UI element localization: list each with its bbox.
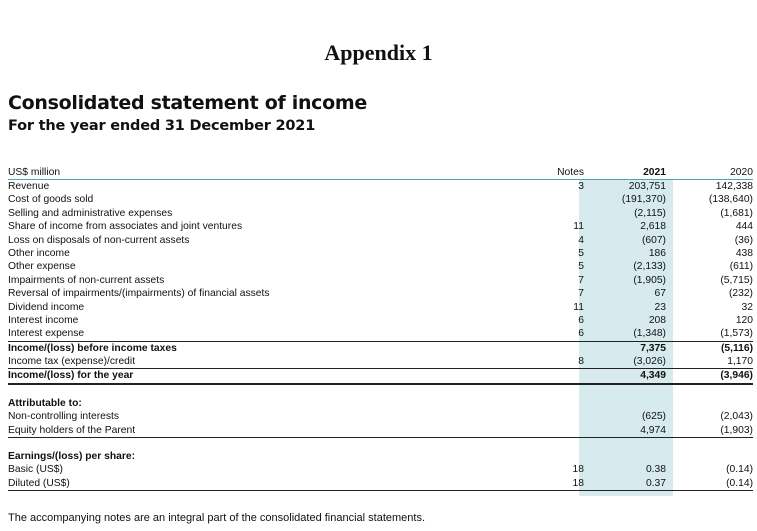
row-notes: 7 [578, 274, 584, 286]
footnote: The accompanying notes are an integral part of the consolidated financial statements. [8, 512, 426, 524]
row-label: Interest income [8, 314, 79, 326]
row-value-2021: (1,348) [633, 328, 666, 340]
row-value-2020: (3,946) [720, 370, 753, 382]
row-label: Cost of goods sold [8, 194, 94, 206]
row-value-2020: (1,573) [720, 328, 753, 340]
header-notes: Notes [557, 167, 584, 178]
row-value-2021: 203,751 [628, 181, 666, 192]
row-value-2020: (0.14) [726, 477, 753, 489]
row-notes: 7 [578, 288, 584, 300]
row-label: Non-controlling interests [8, 411, 120, 423]
row-value-2021: 0.38 [645, 464, 666, 476]
table-row [8, 207, 753, 220]
table-row [8, 274, 753, 287]
row-value-2021: (2,115) [634, 207, 666, 219]
row-notes: 4 [578, 234, 584, 246]
header-2020: 2020 [730, 167, 753, 178]
row-value-2021: 7,375 [640, 342, 666, 354]
row-label: Selling and administrative expenses [8, 207, 173, 219]
row-value-2021: 208 [648, 314, 666, 326]
row-value-2020: (0.14) [726, 464, 753, 476]
row-notes: 5 [578, 261, 584, 273]
table-row [8, 369, 753, 384]
table-row [8, 341, 753, 355]
row-value-2020: (1,681) [720, 207, 753, 219]
table-row [8, 234, 753, 247]
row-label: Diluted (US$) [8, 477, 70, 489]
row-label: Other expense [8, 261, 76, 273]
row-value-2020: (1,903) [720, 424, 753, 436]
table-row [8, 301, 753, 314]
row-label: Other income [8, 247, 70, 259]
row-label: Share of income from associates and joint ventures [8, 221, 243, 233]
row-notes: 18 [572, 464, 584, 476]
row-label: Impairments of non-current assets [8, 274, 165, 286]
table-header [8, 167, 753, 180]
table-row [8, 193, 753, 206]
row-value-2021: 4,349 [640, 370, 666, 382]
row-label: Income tax (expense)/credit [8, 356, 136, 368]
spacer [8, 385, 753, 397]
table-row [8, 220, 753, 233]
row-notes: 8 [578, 356, 584, 368]
row-value-2021: 23 [654, 301, 666, 313]
eps-rows [8, 463, 753, 491]
row-value-2020: 120 [735, 314, 753, 326]
row-value-2021: 4,974 [640, 424, 666, 436]
row-value-2020: 142,338 [715, 181, 753, 192]
row-value-2021: (3,026) [633, 356, 666, 368]
appendix-heading: Appendix 1 [324, 40, 433, 65]
row-label: Loss on disposals of non-current assets [8, 234, 190, 246]
row-value-2020: (138,640) [708, 194, 753, 206]
row-value-2020: 444 [735, 221, 753, 233]
row-value-2020: (5,116) [720, 342, 753, 354]
table-row [8, 327, 753, 340]
row-label: Basic (US$) [8, 464, 63, 476]
table-row [8, 477, 753, 491]
row-value-2021: (1,905) [633, 274, 666, 286]
row-value-2020: (36) [734, 234, 753, 246]
income-statement-table [8, 167, 753, 491]
section-heading-label: Attributable to: [8, 397, 82, 409]
row-label: Income/(loss) before income taxes [8, 342, 177, 354]
row-notes: 6 [578, 328, 584, 340]
row-value-2021: 2,618 [640, 221, 666, 233]
row-value-2021: 186 [648, 247, 666, 259]
row-notes: 3 [578, 181, 584, 192]
row-value-2020: 438 [735, 247, 753, 259]
row-label: Reversal of impairments/(impairments) of financial assets [8, 288, 270, 300]
row-value-2020: (2,043) [720, 411, 753, 423]
table-row [8, 355, 753, 369]
row-value-2021: 0.37 [645, 477, 666, 489]
row-notes: 5 [578, 247, 584, 259]
header-2021: 2021 [643, 167, 666, 178]
section-heading-label: Earnings/(loss) per share: [8, 451, 136, 463]
eps-heading [8, 450, 753, 463]
table-row [8, 247, 753, 260]
row-value-2020: 32 [741, 301, 753, 313]
statement-period: For the year ended 31 December 2021 [8, 118, 316, 134]
row-value-2021: (191,370) [621, 194, 666, 206]
spacer [8, 438, 753, 450]
row-notes: 18 [572, 477, 584, 489]
table-row [8, 260, 753, 273]
row-notes: 11 [573, 221, 584, 233]
row-value-2020: 1,170 [727, 356, 753, 368]
row-value-2021: (625) [641, 411, 666, 423]
row-label: Income/(loss) for the year [8, 370, 134, 382]
table-row [8, 180, 753, 193]
attributable-rows [8, 410, 753, 438]
row-value-2020: (5,715) [720, 274, 753, 286]
row-value-2020: (232) [728, 288, 753, 300]
row-value-2021: (2,133) [633, 261, 666, 273]
statement-title: Consolidated statement of income [8, 92, 367, 114]
table-row [8, 314, 753, 327]
table-row [8, 424, 753, 438]
table-row [8, 287, 753, 300]
row-label: Equity holders of the Parent [8, 424, 136, 436]
row-value-2020: (611) [729, 261, 753, 273]
table-row [8, 410, 753, 423]
main-rows [8, 180, 753, 385]
table-row [8, 463, 753, 476]
row-label: Interest expense [8, 328, 85, 340]
attributable-heading [8, 397, 753, 410]
row-notes: 11 [573, 301, 584, 313]
row-notes: 6 [578, 314, 584, 326]
row-label: Revenue [8, 181, 50, 192]
row-value-2021: (607) [641, 234, 666, 246]
header-unit: US$ million [8, 167, 61, 178]
row-label: Dividend income [8, 301, 85, 313]
row-value-2021: 67 [654, 288, 666, 300]
